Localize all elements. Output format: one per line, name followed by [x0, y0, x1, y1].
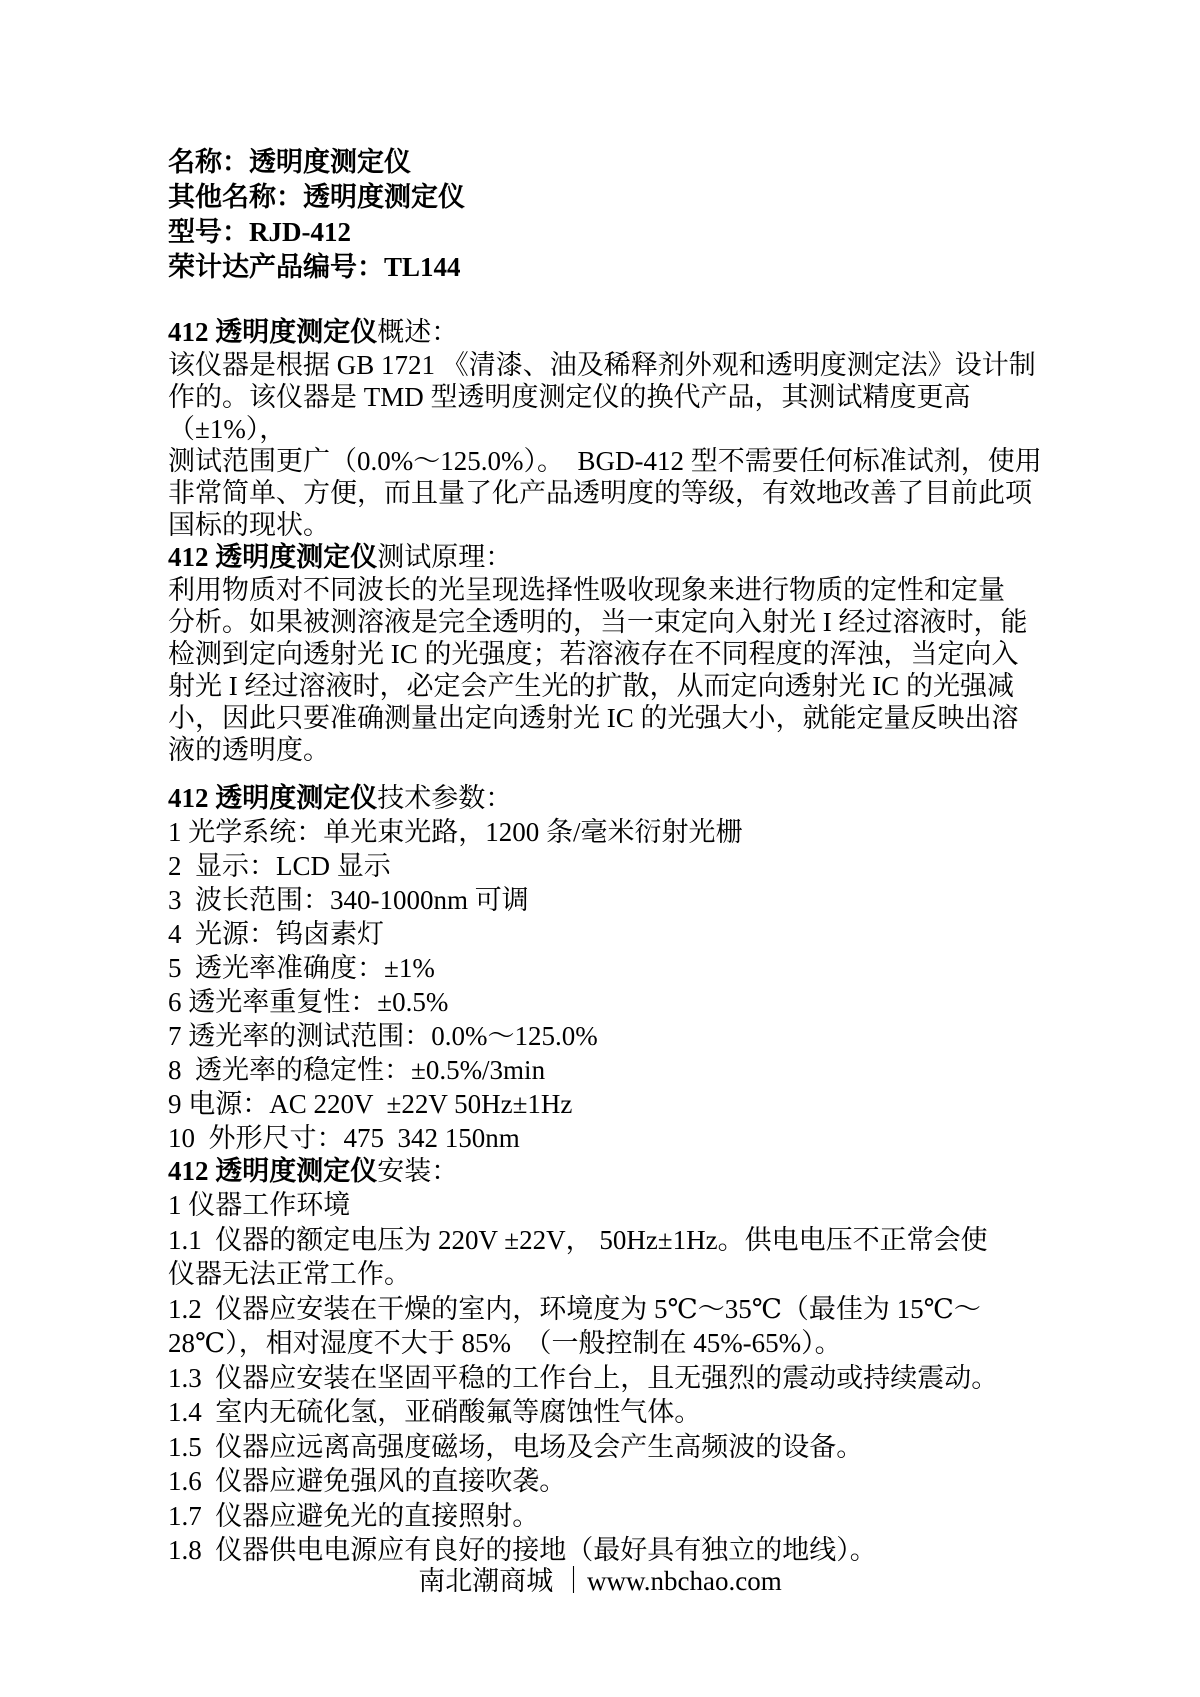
spec-item: 8 透光率的稳定性：±0.5%/3min — [168, 1055, 546, 1085]
paragraph-line: 利用物质对不同波长的光呈现选择性吸收现象来进行物质的定性和定量 — [168, 575, 1005, 605]
product-header — [168, 145, 1048, 285]
section-overview — [168, 316, 1048, 541]
install-item: 1.8 仪器供电电源应有良好的接地（最好具有独立的地线）。 — [168, 1535, 877, 1565]
section-heading — [168, 1155, 1048, 1188]
document-content — [168, 145, 1048, 1568]
install-item: 1.1 仪器的额定电压为 220V ±22V， 50Hz±1Hz。供电电压不正常会使 — [168, 1224, 988, 1255]
product-model-line: 型号：RJD-412 — [168, 217, 351, 247]
product-alt-name-line: 其他名称：透明度测定仪 — [168, 182, 465, 212]
install-item: 1.7 仪器应避免光的直接照射。 — [168, 1500, 540, 1531]
spec-item: 2 显示：LCD 显示 — [168, 851, 391, 881]
install-item: 28℃），相对湿度不大于 85% （一般控制在 45%-65%）。 — [168, 1328, 842, 1358]
footer-text: 南北潮商城 ｜www.nbchao.com — [418, 1566, 782, 1596]
spec-item: 10 外形尺寸：475 342 150nm — [168, 1123, 520, 1153]
install-item: 1.2 仪器应安装在干燥的室内，环境度为 5℃～35℃（最佳为 15℃～ — [168, 1293, 981, 1324]
section-parameters — [168, 782, 1048, 1155]
paragraph-line: 检测到定向透射光 IC 的光强度；若溶液存在不同程度的浑浊，当定向入 — [168, 639, 1019, 669]
section-heading-rest: 技术参数： — [377, 783, 513, 813]
section-heading — [168, 316, 1048, 349]
install-item: 1.5 仪器应远离高强度磁场，电场及会产生高频波的设备。 — [168, 1431, 864, 1462]
section-heading — [168, 782, 1048, 815]
section-heading-rest: 概述： — [377, 317, 459, 347]
paragraph-line: 测试范围更广（0.0%～125.0%）。 BGD-412 型不需要任何标准试剂，使用 — [168, 446, 1042, 476]
spec-item: 1 光学系统：单光束光路，1200 条/毫米衍射光栅 — [168, 817, 743, 847]
spec-item: 7 透光率的测试范围：0.0%～125.0% — [168, 1021, 598, 1051]
paragraph-line: 分析。如果被测溶液是完全透明的，当一束定向入射光 I 经过溶液时，能 — [168, 607, 1028, 637]
section-principle — [168, 541, 1048, 766]
product-code-line: 荣计达产品编号：TL144 — [168, 252, 461, 282]
spec-item: 4 光源：钨卤素灯 — [168, 919, 384, 949]
paragraph-line: 非常简单、方便，而且量了化产品透明度的等级，有效地改善了目前此项 — [168, 478, 1032, 508]
section-heading-rest: 测试原理： — [377, 542, 513, 572]
section-heading-bold: 412 透明度测定仪 — [168, 317, 378, 347]
paragraph-line: 国标的现状。 — [168, 510, 330, 540]
section-heading-bold: 412 透明度测定仪 — [168, 1156, 378, 1186]
section-installation — [168, 1155, 1048, 1568]
paragraph-line: 小，因此只要准确测量出定向透射光 IC 的光强大小，就能定量反映出溶 — [168, 703, 1019, 733]
paragraph-line: 作的。该仪器是 TMD 型透明度测定仪的换代产品，其测试精度更高（±1%）， — [168, 382, 971, 444]
paragraph-line: 该仪器是根据 GB 1721 《清漆、油及稀释剂外观和透明度测定法》设计制 — [168, 350, 1036, 380]
section-heading-rest: 安装： — [377, 1156, 459, 1186]
paragraph-line: 射光 I 经过溶液时，必定会产生光的扩散，从而定向透射光 IC 的光强减 — [168, 671, 1014, 701]
section-heading-bold: 412 透明度测定仪 — [168, 783, 378, 813]
product-name-line: 名称：透明度测定仪 — [168, 147, 411, 177]
spec-item: 9 电源：AC 220V ±22V 50Hz±1Hz — [168, 1089, 573, 1119]
spec-item: 6 透光率重复性：±0.5% — [168, 987, 449, 1017]
install-item: 1.3 仪器应安装在坚固平稳的工作台上，且无强烈的震动或持续震动。 — [168, 1362, 999, 1393]
section-heading-bold: 412 透明度测定仪 — [168, 542, 378, 572]
install-item: 1 仪器工作环境 — [168, 1190, 351, 1220]
install-item: 1.4 室内无硫化氢，亚硝酸氟等腐蚀性气体。 — [168, 1397, 702, 1427]
section-heading — [168, 541, 1048, 574]
install-item: 仪器无法正常工作。 — [168, 1259, 411, 1289]
spec-item: 3 波长范围：340-1000nm 可调 — [168, 885, 529, 915]
paragraph-line: 液的透明度。 — [168, 735, 330, 765]
spec-item: 5 透光率准确度：±1% — [168, 953, 435, 983]
install-item: 1.6 仪器应避免强风的直接吹袭。 — [168, 1466, 567, 1496]
